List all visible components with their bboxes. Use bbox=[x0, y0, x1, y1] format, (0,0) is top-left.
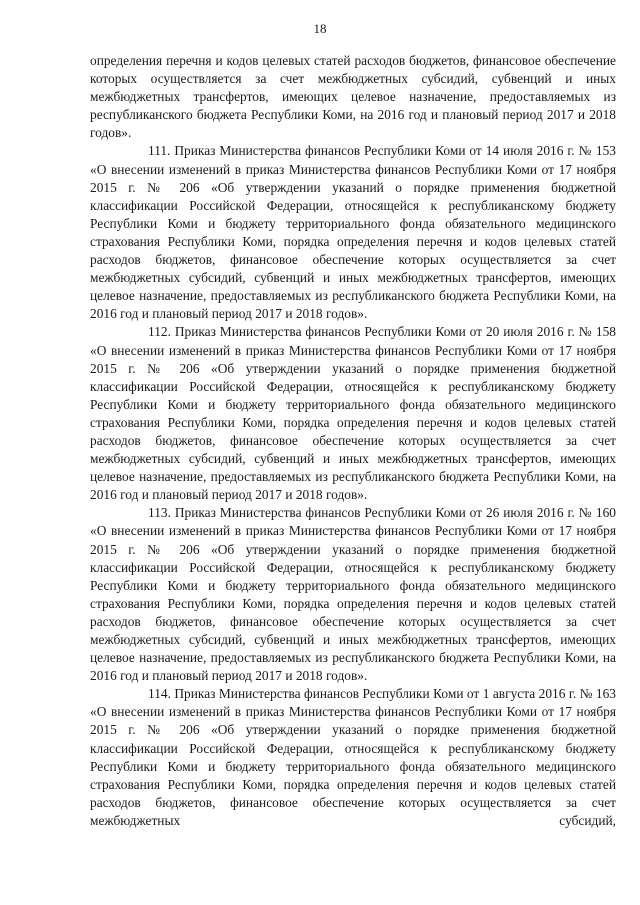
page-number: 18 bbox=[313, 21, 327, 36]
paragraph-item-113: 113. Приказ Министерства финансов Республики Коми от 26 июля 2016 г. № 160 «О внесении изменений в приказ Министерства финансов Республики Коми от 17 ноября 2015 г. № 206 «Об утверждении указаний о порядке применения бюджетной классификации Российской Федерации, относящейся к республиканскому бюджету Республики Коми и бюджету территориального фонда обязательного медицинского страхования Республики Коми, порядка определения перечня и кодов целевых статей расходов бюджетов, финансовое обеспечение которых осуществляется за счет межбюджетных субсидий, субвенций и иных межбюджетных трансфертов, имеющих целевое назначение, предоставляемых из республиканского бюджета Республики Коми, на 2016 год и плановый период 2017 и 2018 годов». bbox=[90, 505, 616, 684]
paragraph-item-111: 111. Приказ Министерства финансов Республики Коми от 14 июля 2016 г. № 153 «О внесении изменений в приказ Министерства финансов Республики Коми от 17 ноября 2015 г. № 206 «Об утверждении указаний о порядке применения бюджетной классификации Российской Федерации, относящейся к республиканскому бюджету Республики Коми и бюджету территориального фонда обязательного медицинского страхования Республики Коми, порядка определения перечня и кодов целевых статей расходов бюджетов, финансовое обеспечение которых осуществляется за счет межбюджетных субсидий, субвенций и иных межбюджетных трансфертов, имеющих целевое назначение, предоставляемых из республиканского бюджета Республики Коми, на 2016 год и плановый период 2017 и 2018 годов». bbox=[90, 143, 616, 322]
paragraph-continuation: определения перечня и кодов целевых статей расходов бюджетов, финансовое обеспечение которых осуществляется за счет межбюджетных субсидий, субвенций и иных межбюджетных трансфертов, имеющих целевое назначение, предоставляемых из республиканского бюджета Республики Коми, на 2016 год и плановый период 2017 и 2018 годов». bbox=[90, 53, 616, 141]
document-body bbox=[90, 52, 616, 830]
paragraph-item-112: 112. Приказ Министерства финансов Республики Коми от 20 июля 2016 г. № 158 «О внесении изменений в приказ Министерства финансов Республики Коми от 17 ноября 2015 г. № 206 «Об утверждении указаний о порядке применения бюджетной классификации Российской Федерации, относящейся к республиканскому бюджету Республики Коми и бюджету территориального фонда обязательного медицинского страхования Республики Коми, порядка определения перечня и кодов целевых статей расходов бюджетов, финансовое обеспечение которых осуществляется за счет межбюджетных субсидий, субвенций и иных межбюджетных трансфертов, имеющих целевое назначение, предоставляемых из республиканского бюджета Республики Коми, на 2016 год и плановый период 2017 и 2018 годов». bbox=[90, 324, 616, 503]
paragraph-item-114: 114. Приказ Министерства финансов Республики Коми от 1 августа 2016 г. № 163 «О внесении изменений в приказ Министерства финансов Республики Коми от 17 ноября 2015 г. № 206 «Об утверждении указаний о порядке применения бюджетной классификации Российской Федерации, относящейся к республиканскому бюджету Республики Коми и бюджету территориального фонда обязательного медицинского страхования Республики Коми, порядка определения перечня и кодов целевых статей расходов бюджетов, финансовое обеспечение которых осуществляется за счет межбюджетных субсидий, bbox=[90, 686, 616, 828]
